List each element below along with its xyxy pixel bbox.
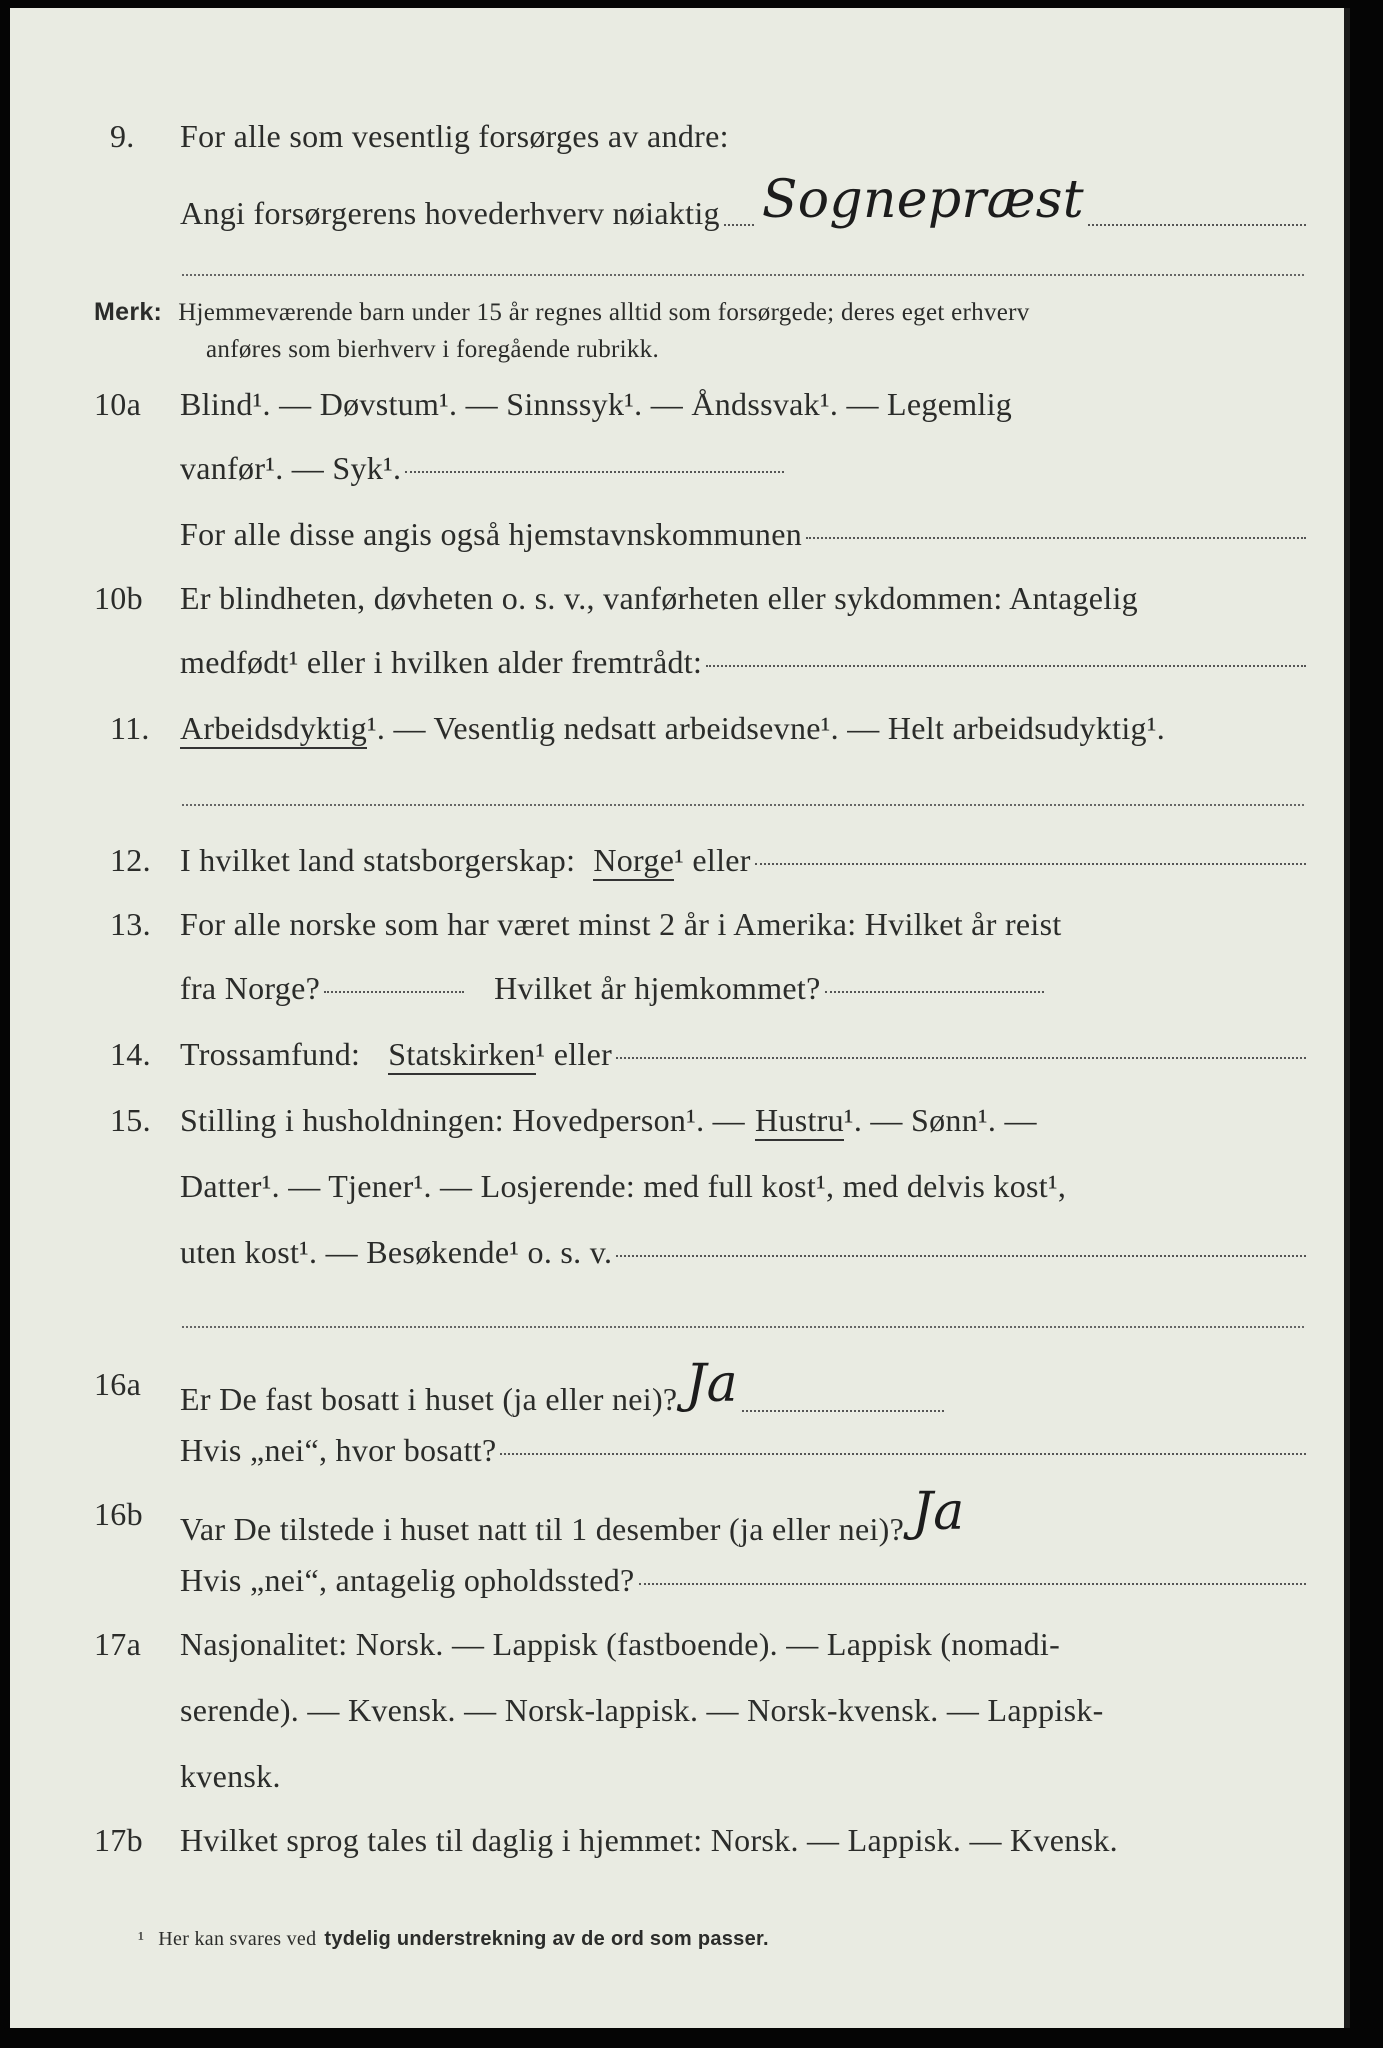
q16b-number: 16b (94, 1496, 143, 1532)
q13-number: 13. (110, 906, 151, 942)
q10a-text-1: Blind¹. — Døvstum¹. — Sinnssyk¹. — Åndssvak¹. — Legemlig (180, 386, 1013, 422)
merk-label: Merk: (94, 298, 163, 326)
footnote-mark: ¹ (138, 1928, 145, 1950)
q11-text: ¹. — Vesentlig nedsatt arbeidsevne¹. — Helt arbeidsudyktig¹. (367, 710, 1166, 746)
q15-text-2: Datter¹. — Tjener¹. — Losjerende: med full kost¹, med delvis kost¹, (180, 1168, 1067, 1204)
q12-number: 12. (110, 842, 151, 878)
q15-underlined-answer: Hustru (755, 1102, 844, 1141)
q10a-blank-2 (806, 537, 1306, 539)
q9-number: 9. (110, 118, 135, 154)
q9-text-1: For alle som vesentlig forsørges av andre: (180, 118, 729, 154)
q13-blank-2 (825, 991, 1044, 993)
q14-text-pre: Trossamfund: (180, 1036, 361, 1072)
q17a-text-1: Nasjonalitet: Norsk. — Lappisk (fastboende). — Lappisk (nomadi- (180, 1626, 1061, 1662)
q14-blank (616, 1057, 1306, 1059)
q10a-text-3: For alle disse angis også hjemstavnskommunen (180, 516, 803, 552)
q12-text-pre: I hvilket land statsborgerskap: (180, 842, 576, 878)
q13-text-1: For alle norske som har været minst 2 år i Amerika: Hvilket år reist (180, 906, 1062, 942)
q15-text-1a: Stilling i husholdningen: Hovedperson¹. — (180, 1102, 745, 1138)
q14-underlined-answer: Statskirken (388, 1036, 535, 1075)
q9-text-2: Angi forsørgerens hovederhverv nøiaktig (180, 195, 720, 231)
q10b-number: 10b (94, 580, 143, 616)
q16a-number: 16a (94, 1366, 142, 1402)
q16b-blank (639, 1583, 1306, 1585)
q15-text-3: uten kost¹. — Besøkende¹ o. s. v. (180, 1234, 613, 1270)
q15-separator (182, 1326, 1304, 1328)
q13-blank-1 (324, 991, 464, 993)
q16b-text-2: Hvis „nei“, antagelig opholdssted? (180, 1562, 635, 1598)
q11-separator (182, 804, 1304, 806)
q16b-text-1: Var De tilstede i huset natt til 1 desember (ja eller nei)? (180, 1511, 905, 1547)
q17a-number: 17a (94, 1626, 142, 1662)
q10a-number: 10a (94, 386, 142, 422)
q16a-text-1: Er De fast bosatt i huset (ja eller nei)? (180, 1381, 678, 1417)
q9-handwritten-answer: Sognepræst (761, 170, 1084, 230)
merk-text-2: anføres som bierhverv i foregående rubrikk. (206, 336, 660, 363)
q15-text-1b: ¹. — Sønn¹. — (843, 1102, 1037, 1138)
q10b-text-2: medfødt¹ eller i hvilken alder fremtrådt: (180, 644, 703, 680)
census-form-page (10, 8, 1350, 2028)
q9-answer-line (724, 224, 754, 226)
q9-separator (182, 274, 1304, 276)
q13-text-2a: fra Norge? (180, 970, 321, 1006)
q16a-text-2: Hvis „nei“, hvor bosatt? (180, 1432, 497, 1468)
q16b-handwritten-answer: Ja (912, 1482, 965, 1542)
q17a-text-2: serende). — Kvensk. — Norsk-lappisk. — Norsk-kvensk. — Lappisk- (180, 1692, 1104, 1728)
footnote-text: Her kan svares ved (158, 1928, 317, 1950)
q10b-blank (706, 665, 1306, 667)
q16a-answer-line (742, 1410, 944, 1412)
q15-number: 15. (110, 1102, 151, 1138)
q15-blank (616, 1255, 1306, 1257)
q17a-text-3: kvensk. (180, 1758, 281, 1794)
q14-number: 14. (110, 1036, 151, 1072)
q16a-blank (500, 1453, 1306, 1455)
q12-underlined-answer: Norge (593, 842, 674, 881)
merk-text-1: Hjemmeværende barn under 15 år regnes alltid som forsørgede; deres eget erhverv (178, 299, 1030, 326)
q14-text-post: ¹ eller (535, 1036, 613, 1072)
footnote-bold-text: tydelig understrekning av de ord som passer. (324, 1928, 769, 1950)
q9-answer-line-end (1088, 224, 1306, 226)
q12-text-post: ¹ eller (674, 842, 751, 878)
q11-number: 11. (110, 710, 150, 746)
q10a-blank-1 (405, 471, 784, 473)
q16a-handwritten-answer: Ja (685, 1354, 738, 1414)
q17b-text: Hvilket sprog tales til daglig i hjemmet: Norsk. — Lappisk. — Kvensk. (180, 1822, 1118, 1858)
q12-blank (755, 863, 1306, 865)
q13-text-2b: Hvilket år hjemkommet? (494, 970, 821, 1006)
q10b-text-1: Er blindheten, døvheten o. s. v., vanførheten eller sykdommen: Antagelig (180, 580, 1138, 616)
q10a-text-2: vanfør¹. — Syk¹. (180, 450, 402, 486)
q11-underlined-answer: Arbeidsdyktig (180, 710, 367, 749)
q17b-number: 17b (94, 1822, 143, 1858)
